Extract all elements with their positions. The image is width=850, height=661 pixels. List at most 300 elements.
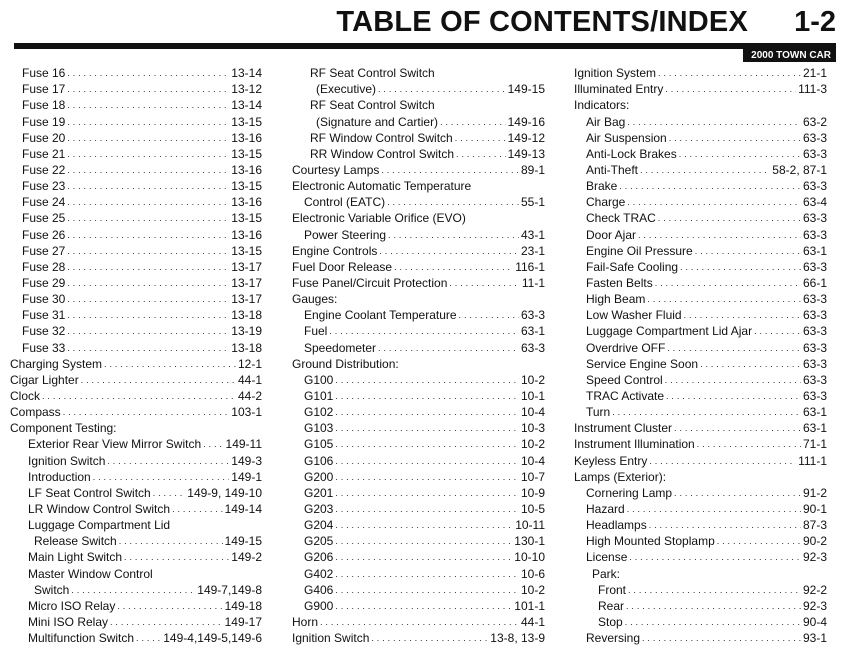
entry-page-ref: 149-7,149-8	[197, 582, 262, 597]
entry-label: Brake	[586, 179, 618, 194]
entry-page-ref: 13-17	[231, 259, 262, 274]
entry-label: Reversing	[586, 631, 641, 646]
dot-leader	[666, 389, 801, 403]
entry-label: Fuse 26	[22, 227, 66, 242]
index-entry	[292, 145, 545, 161]
index-entry	[574, 419, 827, 435]
dot-leader	[625, 615, 801, 629]
dot-leader	[172, 502, 223, 516]
index-entry	[574, 387, 827, 403]
index-entry	[292, 597, 545, 613]
index-entry	[292, 193, 545, 209]
index-entry	[292, 322, 545, 338]
entry-page-ref: 149-15	[507, 82, 545, 97]
index-entry	[292, 484, 545, 500]
dot-leader	[335, 405, 519, 419]
dot-leader	[67, 163, 229, 177]
dot-leader	[335, 373, 519, 387]
entry-label: G206	[304, 550, 334, 565]
entry-page-ref: 90-1	[802, 501, 827, 516]
index-entry	[574, 500, 827, 516]
entry-page-ref: 149-16	[507, 114, 545, 129]
index-entry	[10, 274, 262, 290]
index-entry	[292, 274, 545, 290]
index-entry	[10, 177, 262, 193]
entry-label: Check TRAC	[586, 211, 656, 226]
entry-label: Hazard	[586, 501, 625, 516]
entry-page-ref: 11-1	[521, 275, 545, 290]
entry-page-ref: 13-12	[231, 82, 262, 97]
dot-leader	[335, 486, 519, 500]
entry-label: Lamps (Exterior):	[574, 469, 667, 484]
entry-label: Fuse 16	[22, 66, 66, 81]
entry-label: Anti-Lock Brakes	[586, 146, 677, 161]
entry-page-ref: 63-1	[802, 405, 827, 420]
index-entry	[10, 161, 262, 177]
index-entry	[574, 516, 827, 532]
dot-leader	[67, 228, 229, 242]
dot-leader	[665, 373, 801, 387]
index-entry	[574, 435, 827, 451]
entry-label: Switch	[34, 582, 70, 597]
entry-page-ref: 10-4	[520, 453, 545, 468]
index-entry	[292, 468, 545, 484]
entry-page-ref: 63-1	[802, 421, 827, 436]
dot-leader	[335, 567, 519, 581]
entry-label: Air Bag	[586, 114, 626, 129]
entry-page-ref: 12-1	[237, 356, 262, 371]
entry-page-ref: 63-2	[802, 114, 827, 129]
entry-label: Turn	[586, 405, 611, 420]
dot-leader	[67, 308, 229, 322]
dot-leader	[655, 276, 801, 290]
entry-page-ref: 63-3	[802, 130, 827, 145]
dot-leader	[67, 179, 229, 193]
entry-label: RF Window Control Switch	[310, 130, 453, 145]
entry-page-ref: 13-16	[231, 195, 262, 210]
entry-label: Low Washer Fluid	[586, 308, 682, 323]
entry-page-ref: 92-3	[802, 550, 827, 565]
index-entry	[10, 500, 262, 516]
entry-label: Control (EATC)	[304, 195, 386, 210]
dot-leader	[754, 324, 801, 338]
dot-leader	[320, 615, 519, 629]
index-entry	[10, 613, 262, 629]
index-entry	[292, 532, 545, 548]
entry-page-ref: 13-15	[231, 243, 262, 258]
dot-leader	[649, 518, 801, 532]
index-entry	[574, 322, 827, 338]
entry-page-ref: 63-3	[802, 356, 827, 371]
dot-leader	[335, 550, 512, 564]
entry-label: Illuminated Entry	[574, 82, 664, 97]
entry-page-ref: 103-1	[231, 405, 262, 420]
dot-leader	[81, 373, 236, 387]
entry-page-ref: 10-1	[520, 388, 545, 403]
entry-label: Luggage Compartment Lid Ajar	[586, 324, 753, 339]
index-entry	[574, 403, 827, 419]
entry-page-ref: 13-15	[231, 146, 262, 161]
entry-page-ref: 66-1	[802, 275, 827, 290]
entry-page-ref: 63-3	[802, 372, 827, 387]
entry-page-ref: 92-2	[802, 582, 827, 597]
dot-leader	[456, 147, 506, 161]
index-entry	[574, 80, 827, 96]
index-entry	[574, 112, 827, 128]
page-title: TABLE OF CONTENTS/INDEX	[336, 6, 748, 38]
entry-label: G201	[304, 485, 334, 500]
entry-page-ref: 149-2	[231, 550, 262, 565]
index-entry	[574, 484, 827, 500]
index-entry	[574, 274, 827, 290]
index-entry	[574, 290, 827, 306]
index-entry	[574, 581, 827, 597]
dot-leader	[381, 163, 519, 177]
entry-page-ref: 130-1	[514, 534, 545, 549]
entry-label: Air Suspension	[586, 130, 667, 145]
index-entry	[574, 532, 827, 548]
entry-page-ref: 10-6	[520, 566, 545, 581]
entry-label: Door Ajar	[586, 227, 637, 242]
index-entry	[292, 500, 545, 516]
entry-label: Speedometer	[304, 340, 377, 355]
dot-leader	[42, 389, 236, 403]
entry-label: Fuse 28	[22, 259, 66, 274]
index-entry	[292, 564, 545, 580]
dot-leader	[335, 583, 519, 597]
index-entry	[10, 451, 262, 467]
dot-leader	[674, 486, 801, 500]
index-heading	[10, 419, 262, 435]
entry-page-ref: 149-15	[224, 534, 262, 549]
index-entry	[574, 64, 827, 80]
entry-page-ref: 63-3	[802, 324, 827, 339]
index-entry	[574, 355, 827, 371]
dot-leader	[329, 324, 519, 338]
entry-label: Power Steering	[304, 227, 387, 242]
entry-page-ref: 93-1	[802, 631, 827, 646]
entry-page-ref: 149-9, 149-10	[187, 485, 262, 500]
index-entry	[574, 242, 827, 258]
index-column-3	[574, 64, 827, 645]
dot-leader	[335, 437, 519, 451]
entry-label: Mini ISO Relay	[28, 614, 109, 629]
entry-page-ref: 44-1	[237, 372, 262, 387]
dot-leader	[153, 486, 186, 500]
index-entry	[292, 338, 545, 354]
entry-page-ref: 63-3	[802, 308, 827, 323]
entry-label: G103	[304, 421, 334, 436]
entry-label: Fail-Safe Cooling	[586, 259, 679, 274]
entry-label: G102	[304, 405, 334, 420]
entry-page-ref: 149-1	[231, 469, 262, 484]
index-entry	[10, 322, 262, 338]
dot-leader	[335, 389, 519, 403]
index-entry	[292, 387, 545, 403]
entry-page-ref: 10-5	[520, 501, 545, 516]
entry-page-ref: 63-3	[802, 340, 827, 355]
index-heading	[292, 96, 545, 112]
entry-label: (Executive)	[316, 82, 377, 97]
entry-label: G100	[304, 372, 334, 387]
dot-leader	[104, 357, 236, 371]
index-entry	[574, 161, 827, 177]
entry-label: RF Seat Control Switch	[310, 98, 435, 113]
entry-page-ref: 63-3	[802, 146, 827, 161]
dot-leader	[627, 502, 801, 516]
entry-label: Fuel	[304, 324, 328, 339]
entry-label: Fuse 32	[22, 324, 66, 339]
dot-leader	[647, 292, 801, 306]
entry-page-ref: 101-1	[514, 598, 545, 613]
index-entry	[10, 96, 262, 112]
entry-label: Charging System	[10, 356, 103, 371]
index-entry	[292, 581, 545, 597]
index-entry	[574, 451, 827, 467]
entry-label: RF Seat Control Switch	[310, 66, 435, 81]
index-entry	[292, 548, 545, 564]
index-entry	[292, 306, 545, 322]
index-entry	[10, 532, 262, 548]
entry-page-ref: 13-15	[231, 211, 262, 226]
entry-label: Stop	[598, 614, 623, 629]
dot-leader	[67, 66, 229, 80]
dot-leader	[67, 341, 229, 355]
entry-label: Cigar Lighter	[10, 372, 79, 387]
entry-label: Fuse 21	[22, 146, 66, 161]
dot-leader	[619, 179, 801, 193]
entry-page-ref: 21-1	[802, 66, 827, 81]
entry-label: Fuel Door Release	[292, 259, 393, 274]
index-entry	[10, 548, 262, 564]
entry-page-ref: 10-2	[520, 582, 545, 597]
entry-label: Micro ISO Relay	[28, 598, 116, 613]
entry-label: Fuse 29	[22, 275, 66, 290]
entry-label: G200	[304, 469, 334, 484]
entry-label: Park:	[592, 566, 621, 581]
dot-leader	[649, 454, 796, 468]
dot-leader	[669, 131, 801, 145]
dot-leader	[67, 260, 229, 274]
index-entry	[292, 403, 545, 419]
dot-leader	[665, 82, 796, 96]
entry-page-ref: 13-16	[231, 162, 262, 177]
page-header	[0, 0, 850, 62]
entry-page-ref: 55-1	[520, 195, 545, 210]
entry-page-ref: 149-4,149-5,149-6	[163, 631, 262, 646]
entry-label: RR Window Control Switch	[310, 146, 455, 161]
entry-label: Ignition Switch	[292, 631, 370, 646]
entry-label: G900	[304, 598, 334, 613]
entry-label: High Beam	[586, 292, 646, 307]
index-entry	[292, 516, 545, 532]
entry-label: Fuse 24	[22, 195, 66, 210]
dot-leader	[67, 131, 229, 145]
entry-page-ref: 63-1	[520, 324, 545, 339]
entry-label: Main Light Switch	[28, 550, 123, 565]
index-entry	[10, 435, 262, 451]
entry-label: Engine Oil Pressure	[586, 243, 693, 258]
dot-leader	[628, 583, 801, 597]
dot-leader	[335, 454, 519, 468]
entry-label: G205	[304, 534, 334, 549]
dot-leader	[124, 550, 229, 564]
index-entry	[10, 338, 262, 354]
page-number: 1-2	[794, 6, 836, 38]
index-entry	[574, 145, 827, 161]
entry-page-ref: 87-3	[802, 518, 827, 533]
entry-label: Headlamps	[586, 518, 647, 533]
dot-leader	[71, 583, 195, 597]
index-entry	[574, 548, 827, 564]
entry-label: Fuse 22	[22, 162, 66, 177]
dot-leader	[658, 211, 801, 225]
dot-leader	[335, 518, 513, 532]
entry-page-ref: 10-2	[520, 372, 545, 387]
entry-page-ref: 90-2	[802, 534, 827, 549]
entry-page-ref: 10-11	[515, 518, 545, 533]
entry-page-ref: 63-3	[520, 308, 545, 323]
entry-label: Front	[598, 582, 627, 597]
dot-leader	[612, 405, 801, 419]
dot-leader	[640, 163, 770, 177]
entry-label: G406	[304, 582, 334, 597]
index-entry	[10, 193, 262, 209]
entry-label: LR Window Control Switch	[28, 501, 171, 516]
index-entry	[10, 468, 262, 484]
dot-leader	[674, 421, 801, 435]
index-entry	[574, 629, 827, 645]
index-entry	[10, 225, 262, 241]
entry-page-ref: 149-13	[507, 146, 545, 161]
dot-leader	[394, 260, 513, 274]
entry-page-ref: 63-3	[802, 227, 827, 242]
entry-page-ref: 63-3	[802, 179, 827, 194]
dot-leader	[67, 244, 229, 258]
entry-label: Ground Distribution:	[292, 356, 399, 371]
entry-label: Service Engine Soon	[586, 356, 699, 371]
entry-label: Ignition Switch	[28, 453, 106, 468]
dot-leader	[387, 195, 519, 209]
entry-label: (Signature and Cartier)	[316, 114, 439, 129]
index-column-1	[10, 64, 262, 645]
index-entry	[292, 112, 545, 128]
dot-leader	[67, 82, 229, 96]
dot-leader	[67, 211, 229, 225]
entry-page-ref: 13-15	[231, 114, 262, 129]
entry-page-ref: 63-3	[802, 259, 827, 274]
index-heading	[574, 564, 827, 580]
index-entry	[574, 258, 827, 274]
dot-leader	[658, 66, 801, 80]
entry-page-ref: 63-1	[802, 243, 827, 258]
entry-label: Clock	[10, 388, 41, 403]
dot-leader	[695, 244, 801, 258]
index-entry	[10, 129, 262, 145]
index-entry	[574, 306, 827, 322]
entry-label: Luggage Compartment Lid	[28, 518, 171, 533]
index-entry	[574, 209, 827, 225]
entry-label: G106	[304, 453, 334, 468]
index-entry	[292, 435, 545, 451]
index-entry	[10, 64, 262, 80]
header-rule	[14, 43, 836, 49]
dot-leader	[107, 454, 229, 468]
dot-leader	[684, 308, 801, 322]
index-entry	[10, 371, 262, 387]
entry-label: Fuse 27	[22, 243, 66, 258]
dot-leader	[203, 437, 223, 451]
index-entry	[10, 209, 262, 225]
entry-label: G402	[304, 566, 334, 581]
dot-leader	[335, 502, 519, 516]
entry-label: Gauges:	[292, 292, 338, 307]
index-entry	[292, 161, 545, 177]
dot-leader	[638, 228, 801, 242]
entry-label: Fuse 30	[22, 292, 66, 307]
entry-label: Fuse 31	[22, 308, 66, 323]
entry-label: Fuse 23	[22, 179, 66, 194]
entry-page-ref: 10-3	[520, 421, 545, 436]
entry-label: TRAC Activate	[586, 388, 665, 403]
dot-leader	[642, 631, 801, 645]
index-entry	[10, 629, 262, 645]
entry-label: Instrument Illumination	[574, 437, 695, 452]
dot-leader	[335, 534, 512, 548]
entry-label: Engine Coolant Temperature	[304, 308, 457, 323]
index-heading	[10, 516, 262, 532]
index-entry	[292, 629, 545, 645]
entry-label: Fuse 20	[22, 130, 66, 145]
index-heading	[292, 177, 545, 193]
dot-leader	[378, 82, 506, 96]
entry-page-ref: 111-1	[798, 453, 827, 468]
entry-label: Master Window Control	[28, 566, 153, 581]
index-entry	[574, 177, 827, 193]
dot-leader	[136, 631, 161, 645]
entry-page-ref: 13-16	[231, 227, 262, 242]
entry-page-ref: 13-18	[231, 340, 262, 355]
entry-page-ref: 149-3	[231, 453, 262, 468]
dot-leader	[67, 292, 229, 306]
entry-label: High Mounted Stoplamp	[586, 534, 715, 549]
dot-leader	[110, 615, 223, 629]
dot-leader	[371, 631, 488, 645]
index-entry	[292, 225, 545, 241]
index-heading	[292, 355, 545, 371]
entry-label: Overdrive OFF	[586, 340, 666, 355]
index-column-2	[292, 64, 545, 645]
entry-page-ref: 71-1	[802, 437, 827, 452]
entry-label: Exterior Rear View Mirror Switch	[28, 437, 202, 452]
index-entry	[292, 80, 545, 96]
dot-leader	[117, 599, 222, 613]
entry-label: Charge	[586, 195, 626, 210]
index-heading	[292, 209, 545, 225]
entry-page-ref: 13-16	[231, 130, 262, 145]
entry-label: Fuse 33	[22, 340, 66, 355]
dot-leader	[679, 147, 801, 161]
index-entry	[574, 613, 827, 629]
entry-label: License	[586, 550, 628, 565]
index-entry	[574, 193, 827, 209]
index-entry	[292, 613, 545, 629]
entry-label: Electronic Automatic Temperature	[292, 179, 472, 194]
entry-page-ref: 13-17	[231, 275, 262, 290]
entry-label: Keyless Entry	[574, 453, 648, 468]
entry-label: Anti-Theft	[586, 162, 639, 177]
entry-page-ref: 92-3	[802, 598, 827, 613]
